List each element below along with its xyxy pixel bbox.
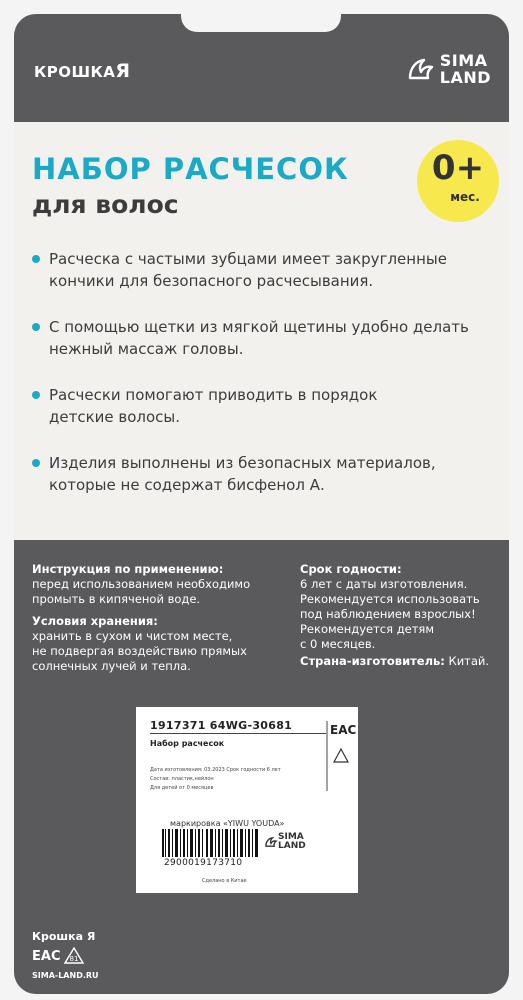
feature-text-line: которые не содержат бисфенол А. xyxy=(49,476,325,494)
sticker-composition: Состав: пластик,нейлон xyxy=(150,776,214,782)
feature-bullet xyxy=(32,248,479,292)
shelf-life-line: Рекомендуется использовать xyxy=(300,592,480,606)
sticker-divider xyxy=(150,733,326,734)
product-title: НАБОР РАСЧЕСОК xyxy=(32,152,349,186)
instructions-line: промыть в кипяченой воде. xyxy=(32,592,201,606)
feature-bullet xyxy=(32,384,479,428)
sima-land-line2: LAND xyxy=(439,68,491,87)
origin-heading: Страна-изготовитель: xyxy=(300,654,445,668)
bullet-dot-icon xyxy=(32,459,40,467)
sima-land-icon xyxy=(406,56,436,82)
recycle-triangle-icon xyxy=(332,747,350,765)
origin-block xyxy=(300,654,489,669)
barcode-number: 2900019173710 xyxy=(164,858,243,868)
feature-bullet xyxy=(32,452,479,496)
shelf-life-block xyxy=(300,562,480,652)
storage-line: солнечных лучей и тепла. xyxy=(32,659,191,673)
shelf-life-heading: Срок годности: xyxy=(300,562,402,576)
footer-url: SIMA-LAND.RU xyxy=(32,971,99,980)
sticker-vertical-rule xyxy=(326,721,328,791)
storage-heading: Условия хранения: xyxy=(32,614,158,628)
bullet-dot-icon xyxy=(32,391,40,399)
age-badge xyxy=(417,140,499,222)
feature-text-line: С помощью щетки из мягкой щетины удобно делать xyxy=(49,318,469,336)
sticker-sima-line1: SIMA xyxy=(278,832,304,842)
feature-bullet xyxy=(32,316,479,360)
bullet-dot-icon xyxy=(32,323,40,331)
brand-logo-ya: Я xyxy=(115,60,131,82)
footer-recycle-icon xyxy=(64,947,84,965)
sticker-code: 1917371 64WG-30681 xyxy=(150,719,293,732)
brand-logo-text: КРОШКА xyxy=(34,63,116,81)
packaging-card xyxy=(14,14,509,994)
sticker-sima-land-logo xyxy=(264,833,306,851)
age-badge-value: 0+ xyxy=(431,148,485,188)
sticker-date: Дата изготовления: 03.2023 Срок годности 6 лет xyxy=(150,767,281,773)
sima-land-logo xyxy=(406,52,491,86)
feature-text-line: кончики для безопасного расчесывания. xyxy=(49,272,374,290)
sticker-product-name: Набор расчесок xyxy=(150,739,225,748)
sticker-sima-land-icon xyxy=(264,836,278,848)
sima-land-line1: SIMA xyxy=(439,51,488,70)
origin-value: Китай. xyxy=(448,654,490,668)
feature-text-line: Расческа с частыми зубцами имеет закругленные xyxy=(49,250,447,268)
age-badge-unit: мес. xyxy=(450,190,480,204)
feature-text-line: Расчески помогают приводить в порядок xyxy=(49,386,378,404)
feature-text-line: нежный массаж головы. xyxy=(49,340,244,358)
instructions-block xyxy=(32,562,250,607)
shelf-life-line: 6 лет с даты изготовления. xyxy=(300,577,468,591)
footer-recycle-number: 81 xyxy=(69,955,79,963)
sticker-made-in: Сделано в Китае xyxy=(202,878,247,884)
feature-text-line: детские волосы. xyxy=(49,408,181,426)
storage-line: хранить в сухом и чистом месте, xyxy=(32,629,233,643)
footer-eac-mark: EAC xyxy=(32,949,61,964)
instructions-line: перед использованием необходимо xyxy=(32,577,251,591)
shelf-life-line: Рекомендуется детям xyxy=(300,622,435,636)
hanger-hole xyxy=(181,14,341,32)
feature-text-line: Изделия выполнены из безопасных материалов, xyxy=(49,454,436,472)
info-panel xyxy=(14,122,509,540)
sticker-age: Для детей от 0 месяцев xyxy=(150,785,214,791)
brand-logo xyxy=(34,60,131,82)
product-sticker xyxy=(136,707,358,893)
sticker-eac-mark: EAC xyxy=(330,723,357,737)
product-subtitle: для волос xyxy=(32,190,179,219)
shelf-life-line: с 0 месяцев. xyxy=(300,637,376,651)
sticker-sima-line2: LAND xyxy=(278,841,306,851)
shelf-life-line: под наблюдением взрослых! xyxy=(300,607,476,621)
instructions-heading: Инструкция по применению: xyxy=(32,562,224,576)
barcode-graphic xyxy=(162,829,258,857)
sticker-marking: маркировка «YIWU YOUDA» xyxy=(170,819,285,828)
bullet-dot-icon xyxy=(32,255,40,263)
storage-line: не подвергая воздействию прямых xyxy=(32,644,247,658)
storage-block xyxy=(32,614,247,674)
footer-brand: Крошка Я xyxy=(32,930,96,943)
